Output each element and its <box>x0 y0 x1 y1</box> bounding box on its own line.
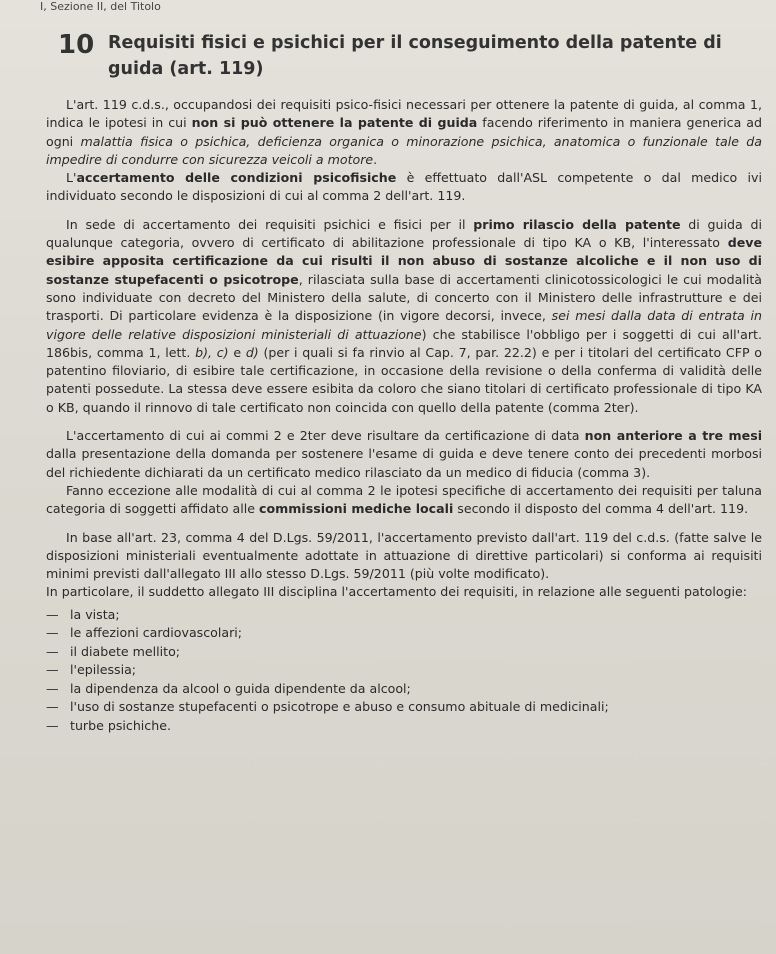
italic-run: d) <box>245 344 259 360</box>
list-item-text: le affezioni cardiovascolari; <box>70 625 242 641</box>
bold-run: accertamento delle condizioni psicofisiche <box>76 170 397 186</box>
paragraph-6: In base all'art. 23, comma 4 del D.Lgs. 59/2011, l'accertamento previsto dall'art. 119 del c.d.s. (fatte salve le disposizioni ministeriali eventualmente adottate in attuazione di direttive particolari) si conforma ai requisiti minimi previsti dall'allegato III allo stesso D.Lgs. 59/2011 (più volte modificato). <box>46 529 762 582</box>
text-run: . <box>373 151 378 167</box>
italic-run: malattia fisica o psichica, deficienza organica o minorazione psichica, anatomica o funzionale tale da impedire di condurre con sicurezza veicoli a motore <box>46 133 763 167</box>
bold-run: primo rilascio della patente <box>473 216 681 232</box>
paragraph-2 <box>46 169 762 206</box>
text-run: di guida di qualunque categoria, ovvero di certificato di abilitazione professionale di tipo KA o KB, l'interessato <box>46 216 763 251</box>
paragraph-1 <box>46 96 762 169</box>
text-run: facendo riferimento in maniera generica ad ogni <box>46 115 763 149</box>
running-head: I, Sezione II, del Titolo <box>40 0 161 13</box>
list-item-text: la dipendenza da alcool o guida dipendente da alcool; <box>70 680 411 696</box>
bold-run: commissioni mediche locali <box>259 501 454 517</box>
italic-run: sei mesi dalla data di entrata in vigore delle relative disposizioni ministeriali di attuazione <box>46 308 762 342</box>
text-run: dalla presentazione della domanda per sostenere l'esame di guida e deve tenere conto dei precedenti morbosi del richiedente dichiarati da un certificato medico rilasciato da un medico di fiducia (comma 3). <box>46 446 762 480</box>
list-item <box>46 624 762 643</box>
dash-bullet: — <box>46 717 59 733</box>
list-item <box>46 717 762 736</box>
list-item <box>46 698 762 717</box>
list-item-text: il diabete mellito; <box>70 643 181 659</box>
paragraph-3 <box>46 216 762 417</box>
text-run: L'art. 119 c.d.s., occupandosi dei requisiti psico-fisici necessari per ottenere la patente di guida, al comma 1, indica le ipotesi in cui <box>46 97 762 131</box>
list-item-text: l'uso di sostanze stupefacenti o psicotrope e abuso e consumo abituale di medicinali; <box>70 699 609 715</box>
text-run: (per i quali si fa rinvio al Cap. 7, par. 22.2) e per i titolari del certificato CFP o patentino filoviario, di esibire tale certificazione, in occasione della revisione o della conferma di validità delle patenti possedute. La stessa deve essere esibita da coloro che siano titolari di certificato professionale di tipo KA o KB, quando il rinnovo di tale certificato non coincida con quello della patente (comma 2ter). <box>46 344 762 415</box>
list-item <box>46 680 762 699</box>
text-run: L'accertamento di cui ai commi 2 e 2ter deve risultare da certificazione di data <box>66 428 585 444</box>
dash-bullet: — <box>46 606 59 622</box>
dash-bullet: — <box>46 699 59 715</box>
text-run: L' <box>66 170 77 186</box>
paragraph-4 <box>46 427 762 482</box>
bold-run: non si può ottenere la patente di guida <box>191 115 478 131</box>
list-item <box>46 606 762 625</box>
text-run: , rilasciata sulla base di accertamenti clinicotossicologici le cui modalità sono individuate con decreto del Ministero della salute, di concerto con il Ministero delle infrastrutture e dei trasporti. Di particolare evidenza è la disposizione (in vigore decorsi, invece, <box>46 271 762 324</box>
paragraph-7: In particolare, il suddetto allegato III disciplina l'accertamento dei requisiti, in relazione alle seguenti patologie: <box>46 584 748 600</box>
dash-bullet: — <box>46 662 59 678</box>
list-item-text: la vista; <box>70 606 120 622</box>
text-run: In sede di accertamento dei requisiti psichici e fisici per il <box>66 216 474 232</box>
text-run: Fanno eccezione alle modalità di cui al comma 2 le ipotesi specifiche di accertamento dei requisiti per taluna categoria di soggetti affidato alle <box>46 482 762 517</box>
text-run: secondo il disposto del comma 4 dell'art. 119. <box>453 501 749 517</box>
text-run: ) che stabilisce l'obbligo per i soggetti di cui all'art. 186bis, comma 1, lett. <box>46 326 762 360</box>
dash-bullet: — <box>46 680 59 696</box>
list-item-text: turbe psichiche. <box>70 717 171 733</box>
pathology-list <box>46 606 762 736</box>
bold-run: non anteriore a tre mesi <box>584 428 763 444</box>
text-run: e <box>228 344 246 360</box>
list-item <box>46 643 762 662</box>
chapter-number: 10 <box>58 30 95 60</box>
list-item <box>46 661 762 680</box>
dash-bullet: — <box>46 625 59 641</box>
chapter-title: Requisiti fisici e psichici per il conseguimento della patente di guida (art. 119) <box>108 33 722 79</box>
italic-run: b), c) <box>195 344 229 360</box>
list-item-text: l'epilessia; <box>70 662 137 678</box>
text-run: è effettuato dall'ASL competente o dal medico ivi individuato secondo le disposizioni di cui al comma 2 dell'art. 119. <box>46 170 762 204</box>
bold-run: deve esibire apposita certificazione da cui risulti il non abuso di sostanze alcoliche e il non uso di sostanze stupefacenti o psicotrope <box>46 235 762 287</box>
dash-bullet: — <box>46 643 59 659</box>
body-text <box>46 96 762 735</box>
chapter-heading <box>58 30 758 82</box>
paragraph-5 <box>46 482 762 519</box>
